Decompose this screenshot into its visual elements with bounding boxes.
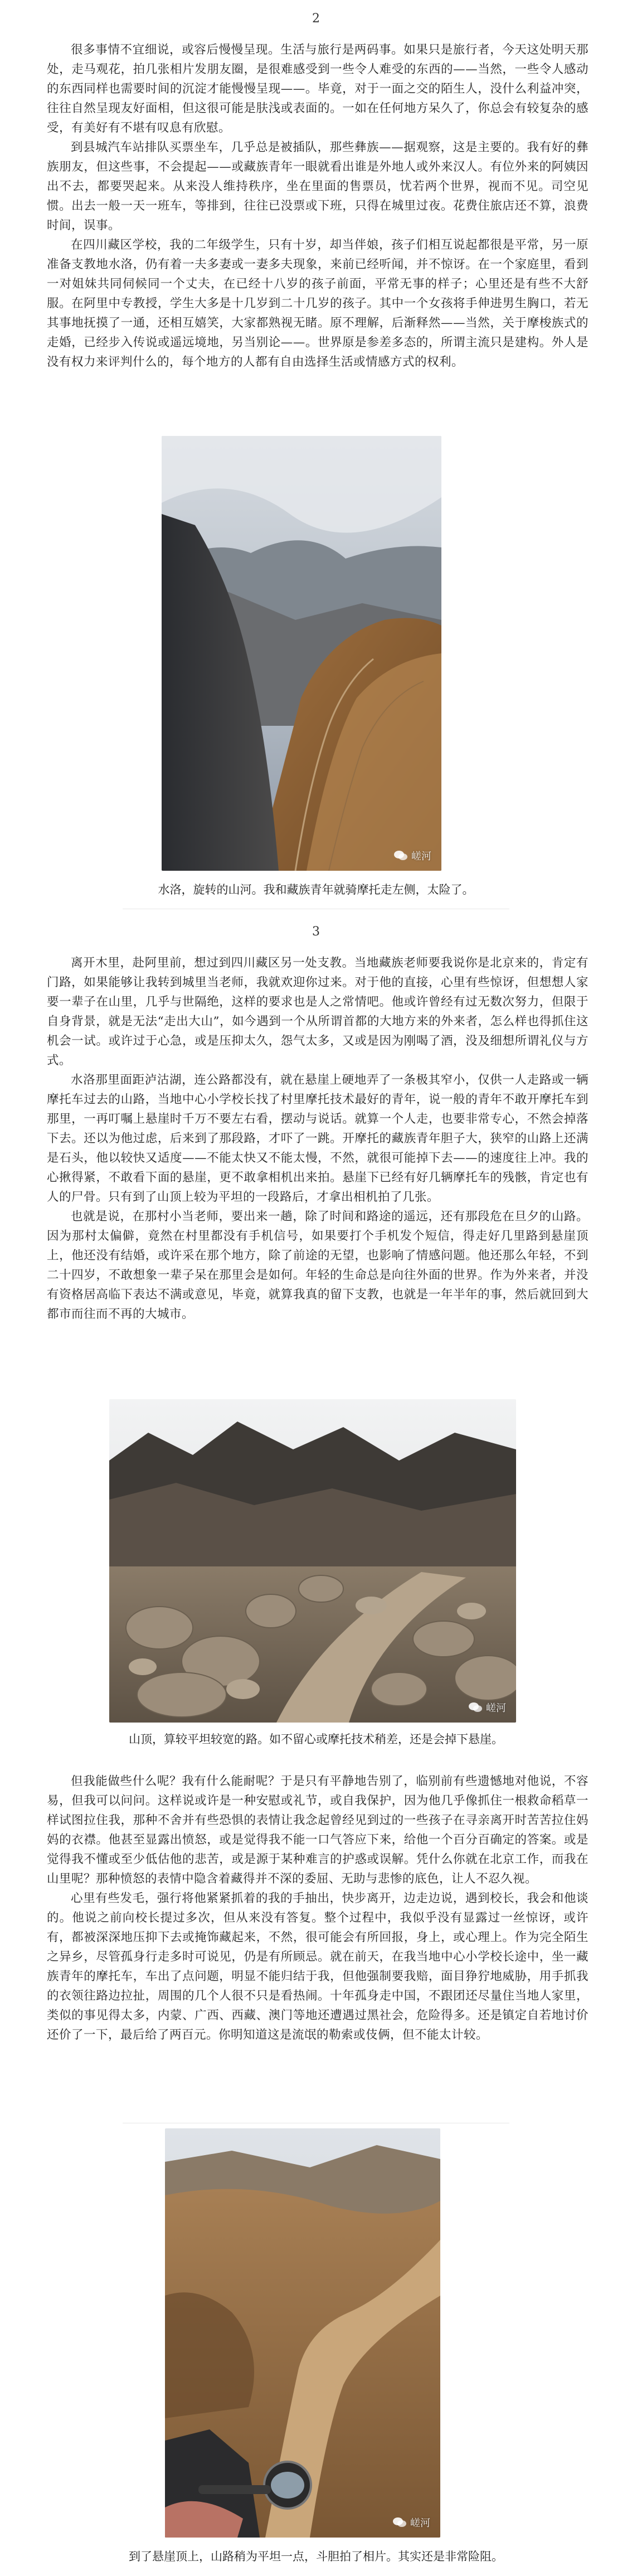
watermark-text: 嵯河 bbox=[486, 1702, 506, 1714]
watermark bbox=[468, 1700, 506, 1715]
paragraph: 水洛那里面距泸沽湖，连公路都没有，就在悬崖上硬地弄了一条极其窄小，仅供一人走路或一辆摩托车过去的山路，当地中心小学校长找了村里摩托技术最好的青年，说一般的青年不敢开摩托车到那里，一再叮嘱上悬崖时千万不要左右看，摆动与说话。就算一个人走，也要非常专心，不然会掉落下去。还以为他过虑，后来到了那段路，才吓了一跳。开摩托的藏族青年胆子大，狭窄的山路上还满是石头，他以较快又适度——不能太快又不能太慢，不然，就很可能掉下去——的速度往上冲。我的心揪得紧，不敢看下面的悬崖，更不敢拿相机出来拍。悬崖下已经有好几辆摩托车的残骸，肯定也有人的尸骨。只有到了山顶上较为平坦的一段路后，才拿出相机拍了几张。 bbox=[47, 1073, 589, 1204]
paragraph: 也就是说，在那村小当老师，要出来一趟，除了时间和路途的遥远，还有那段危在旦夕的山路。因为那村太偏僻，竟然在村里都没有手机信号，如果要打个手机发个短信，得走好几里路到悬崖顶上，他还没有结婚，或许采在那个地方，除了前途的无望，也影响了情感问题。他还那么年轻，不到二十四岁，不敢想象一辈子呆在那里会是如何。年轻的生命总是向往外面的世界。作为外来者，并没有资格居高临下表达不满或意见，毕竟，就算我真的留下支教，也就是一年半年的事，然后就回到大都市而往而不再的大城市。 bbox=[47, 1210, 589, 1321]
image-caption: 水洛，旋转的山河。我和藏族青年就骑摩托走左侧，太险了。 bbox=[158, 883, 474, 896]
page-number: 3 bbox=[312, 925, 320, 939]
cliff-path-illustration bbox=[165, 2128, 440, 2538]
paragraph: 心里有些发毛，强行将他紧紧抓着的我的手抽出，快步离开，边走边说，遇到校长，我会和他谈的。他说之前向校长提过多次，但从来没有答复。整个过程中，我似乎没有显露过一丝惊讶，或许有，都被深深地压抑下去或掩饰藏起来，不然，很可能会有所回报，身上，或心理上。作为完全陌生之异乡，尽管孤身行走多时可说见，仍是有所顾忌。就在前天，在我当地中心小学校长途中，坐一藏族青年的摩托车，车出了点问题，明显不能归结于我，但他强制要我赔，面目狰狞地威胁，用手抓我的衣领往路边拉扯，周围的几个人很不只是看热闹。十年孤身走中国，不跟团还尽量住当地人家里，类似的事见得太多，内蒙、广西、西藏、澳门等地还遭遇过黑社会，危险得多。还是镇定自若地讨价还价了一下，最后给了两百元。你明知道这是流氓的勒索或伎俩，但不能太计较。 bbox=[47, 1891, 589, 2042]
mountain-valley-photo bbox=[162, 436, 441, 871]
image-caption: 山顶，算较平坦较宽的路。如不留心或摩托技术稍差，还是会掉下悬崖。 bbox=[129, 1733, 503, 1746]
watermark bbox=[393, 848, 431, 863]
rocky-mountain-road-photo bbox=[109, 1399, 516, 1723]
image-caption: 到了悬崖顶上，山路稍为平坦一点，斗胆拍了相片。其实还是非常险阻。 bbox=[129, 2550, 503, 2563]
paragraph: 很多事情不宜细说，或容后慢慢呈现。生活与旅行是两码事。如果只是旅行者，今天这处明天那处，走马观花，拍几张相片发朋友圈，是很难感受到一些令人难受的东西的——当然，一些令人感动的东西同样也需要时间的沉淀才能慢慢呈现——。毕竟，对于一面之交的陌生人，没什么利益冲突，往往自然呈现友好面相，但这很可能是肤浅或表面的。一如在任何地方呆久了，你总会有较复杂的感受，有美好有不堪有叹息有欣慰。 bbox=[47, 43, 589, 135]
mountain-valley-illustration bbox=[162, 436, 441, 871]
page-3 bbox=[0, 921, 632, 1324]
rocky-road-illustration bbox=[109, 1399, 516, 1723]
watermark bbox=[392, 2515, 430, 2530]
wechat-icon bbox=[468, 1701, 483, 1714]
cliff-motorcycle-path-photo bbox=[165, 2128, 440, 2538]
wechat-icon bbox=[392, 2516, 407, 2529]
page-number: 2 bbox=[312, 12, 320, 26]
watermark-text: 嵯河 bbox=[411, 851, 431, 862]
paragraph: 在四川藏区学校，我的二年级学生，只有十岁，却当伴娘，孩子们相互说起都很是平常，另一原准备支教地水洛，仍有着一夫多妻或一妻多夫现象，来前已经听闻，并不惊讶。在一个家庭里，看到一对姐妹共同伺候同一个丈夫，在已经十八岁的孩子前面，平常无事的样子；心里还是有些不大舒服。在阿里中专教授，学生大多是十几岁到二十几岁的孩子。其中一个女孩将手伸进男生胸口，若无其事地抚摸了一通，还相互嬉笑，大家都熟视无睹。原不理解，后渐释然——当然，关于摩梭族式的走婚，已经步入传说或遥远境地，另当别论——。世界原是参差多态的，所谓主流只是建构。外人是没有权力来评判什么的，每个地方的人都有自由选择生活或情感方式的权利。 bbox=[47, 238, 589, 369]
page-3-continued bbox=[0, 1772, 632, 2045]
wechat-icon bbox=[393, 850, 408, 862]
watermark-text: 嵯河 bbox=[410, 2517, 430, 2529]
paragraph: 离开木里，赴阿里前，想过到四川藏区另一处支教。当地藏族老师要我说你是北京来的，肯定有门路，如果能够让我转到城里当老师，我就欢迎你过来。对于他的直接，心里有些惊讶，但想想人家要一辈子在山里，几乎与世隔绝，这样的要求也是人之常情吧。他或许曾经有过无数次努力，但限于自身背景，就是无法“走出大山”，如今遇到一个从所谓首都的大地方来的外来者，怎么样也得抓住这机会一试。或许过于心急，或是压抑太久，怨气太多，又或是因为刚喝了酒，没及细想所谓礼仪与方式。 bbox=[47, 956, 589, 1068]
paragraph: 但我能做些什么呢？我有什么能耐呢？于是只有平静地告别了，临别前有些遗憾地对他说，不容易，但我可以问问。这样说或许是一种安慰或礼节，或自我保护，因为他几乎像抓住一根救命稻草一样试图拉住我，那种不舍并有些恐惧的表情让我念起曾经见到过的一些孩子在寻亲离开时苦苦拉住妈妈的衣襟。他甚至显露出愤怒，或是觉得我不能一口气答应下来，给他一个百分百确定的答案。或是觉得我不懂或至少低估他的悲苦，或是源于某种难言的护惑或误解。凭什么你就在北京工作，而我在山里呢？那种愤怒的表情中隐含着藏得并不深的委屈、无助与悲惨的底色，让人不忍久视。 bbox=[47, 1774, 589, 1886]
page-2 bbox=[0, 0, 632, 372]
paragraph: 到县城汽车站排队买票坐车，几乎总是被插队，那些彝族——据观察，这是主要的。我有好的彝族朋友，但这些事，不会提起——或藏族青年一眼就看出谁是外地人或外来汉人。有位外来的阿姨因出不去，都要哭起来。从来没人维持秩序，坐在里面的售票员，忧若两个世界，视而不见。司空见惯。出去一般一天一班车，等排到，往往已没票或下班，只得在城里过夜。花费住旅店还不算，浪费时间，误事。 bbox=[47, 140, 589, 232]
